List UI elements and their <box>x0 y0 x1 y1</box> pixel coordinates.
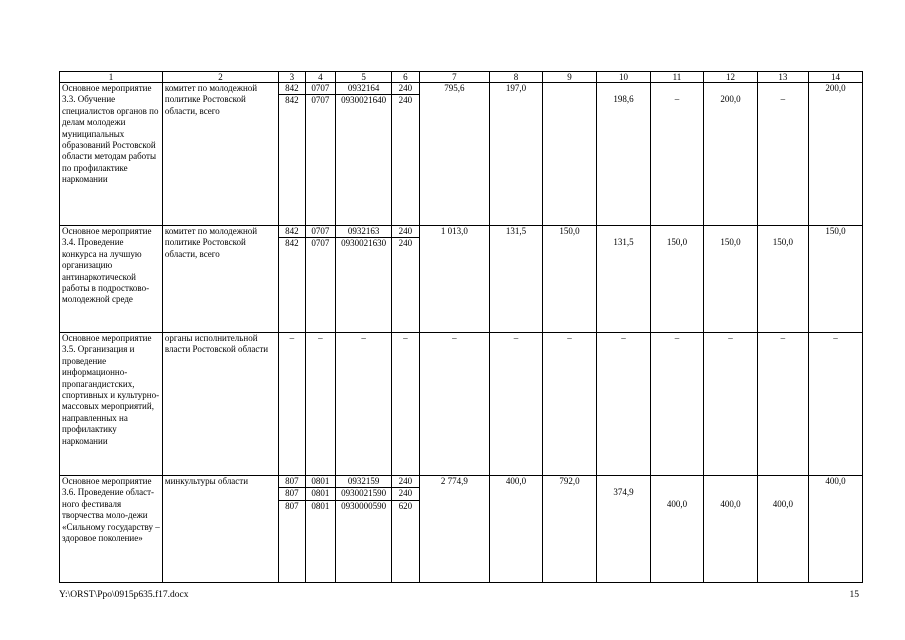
amount-value: – <box>567 333 572 343</box>
table-row <box>60 333 863 476</box>
amount-value: – <box>452 333 457 343</box>
amount-value: – <box>728 333 733 343</box>
code-line: 240 <box>398 95 413 106</box>
amount-value: 400,0 <box>666 498 688 509</box>
header-cell: 12 <box>703 72 757 83</box>
amount-cell <box>703 226 757 333</box>
amount-value <box>545 83 594 94</box>
amount-cell <box>542 476 596 583</box>
page-number: 15 <box>849 590 859 600</box>
section-code-cell <box>305 333 336 476</box>
amount-cell <box>703 333 757 476</box>
amount-cell <box>650 226 703 333</box>
header-cell: 8 <box>489 72 542 83</box>
header-cell: 10 <box>596 72 650 83</box>
header-cell: 1 <box>60 72 163 83</box>
header-cell: 5 <box>336 72 392 83</box>
header-cell: 4 <box>305 72 336 83</box>
executor-cell: органы исполнительной власти Ростовской области <box>162 333 278 476</box>
amount-cell <box>489 333 542 476</box>
amount-cell <box>596 226 650 333</box>
amount-value: 150,0 <box>772 237 794 248</box>
table-row <box>60 226 863 333</box>
ministry-code-cell <box>279 226 305 333</box>
expense-type-cell <box>392 83 420 226</box>
amount-cell <box>419 476 489 583</box>
amount-cell <box>808 226 862 333</box>
amount-cell <box>650 476 703 583</box>
code-line: 0707 <box>306 226 336 238</box>
header-cell: 11 <box>650 72 703 83</box>
executor-cell: комитет по молодежной политике Ростовской области, всего <box>162 83 278 226</box>
code-line: 0707 <box>306 83 336 95</box>
amount-cell <box>757 83 808 226</box>
amount-value: 400,0 <box>825 476 846 486</box>
code-line: 0707 <box>311 238 330 249</box>
ministry-code-cell <box>279 83 305 226</box>
code-line: – <box>361 333 366 343</box>
code-line: 0932159 <box>336 476 391 488</box>
code-line: 0932164 <box>336 83 391 95</box>
amount-cell <box>596 333 650 476</box>
amount-cell <box>542 83 596 226</box>
amount-cell <box>808 83 862 226</box>
executor-cell: минкультуры области <box>162 476 278 583</box>
amount-cell <box>703 476 757 583</box>
amount-value: 131,5 <box>505 226 527 236</box>
amount-cell <box>542 333 596 476</box>
amount-value: 792,0 <box>559 476 580 486</box>
amount-value: 2 774,9 <box>440 476 468 486</box>
budget-table <box>59 71 863 583</box>
target-article-cell <box>336 476 392 583</box>
code-line: – <box>318 333 323 343</box>
code-line: 0801 <box>306 488 336 500</box>
target-article-cell <box>336 333 392 476</box>
measure-name-cell: Основное мероприятие 3.3. Обучение специалистов органов по делам молодежи муниципальных образований Ростовской области методам работы по профилактике наркомании <box>60 83 163 226</box>
table-row <box>60 476 863 583</box>
table-row <box>60 83 863 226</box>
amount-value: 150,0 <box>720 237 741 248</box>
amount-value: 197,0 <box>505 83 527 93</box>
header-cell: 13 <box>757 72 808 83</box>
amount-value: – <box>780 333 786 343</box>
code-line: 0707 <box>311 95 330 106</box>
code-line: 807 <box>279 488 304 500</box>
amount-cell <box>757 226 808 333</box>
amount-value: 200,0 <box>720 94 741 105</box>
target-article-cell <box>336 83 392 226</box>
code-line: – <box>289 333 295 343</box>
code-line: 842 <box>279 83 304 95</box>
amount-cell <box>650 333 703 476</box>
section-code-cell <box>305 226 336 333</box>
expense-type-cell <box>392 333 420 476</box>
amount-cell <box>596 83 650 226</box>
code-line: 842 <box>285 95 299 106</box>
amount-value: 150,0 <box>666 237 688 248</box>
amount-value: 400,0 <box>772 498 794 509</box>
amount-value: – <box>674 333 680 343</box>
expense-type-cell <box>392 476 420 583</box>
code-line: 842 <box>285 238 299 249</box>
amount-value: – <box>621 333 626 343</box>
expense-type-cell <box>392 226 420 333</box>
executor-cell: комитет по молодежной политике Ростовской области, всего <box>162 226 278 333</box>
code-line: 240 <box>392 83 419 95</box>
target-article-cell <box>336 226 392 333</box>
header-cell: 9 <box>542 72 596 83</box>
section-code-cell <box>305 476 336 583</box>
code-line: 842 <box>279 226 304 238</box>
amount-value: 1 013,0 <box>440 226 468 236</box>
code-line: 240 <box>392 476 419 488</box>
amount-cell <box>808 333 862 476</box>
code-line: – <box>403 333 408 343</box>
amount-value: 400,0 <box>720 498 741 509</box>
amount-value: 131,5 <box>613 237 634 248</box>
code-line: 0801 <box>306 476 336 488</box>
amount-cell <box>703 83 757 226</box>
header-cell: 7 <box>419 72 489 83</box>
code-line: 240 <box>392 488 419 500</box>
code-line: 807 <box>279 476 304 488</box>
amount-cell <box>419 83 489 226</box>
amount-cell <box>596 476 650 583</box>
amount-cell <box>808 476 862 583</box>
ministry-code-cell <box>279 476 305 583</box>
amount-cell <box>419 226 489 333</box>
ministry-code-cell <box>279 333 305 476</box>
measure-name-cell: Основное мероприятие 3.5. Организация и проведение информационно-пропагандистских, спортивных и культурно-массовых мероприятий, направленных на профилактику наркомании <box>60 333 163 476</box>
code-line: 620 <box>398 500 413 511</box>
amount-cell <box>757 476 808 583</box>
amount-value: 198,6 <box>613 94 634 105</box>
amount-cell <box>650 83 703 226</box>
amount-value: – <box>833 333 838 343</box>
header-cell: 14 <box>808 72 862 83</box>
code-line: 240 <box>392 226 419 238</box>
amount-cell <box>489 476 542 583</box>
amount-cell <box>419 333 489 476</box>
amount-value: 400,0 <box>505 476 527 486</box>
amount-cell <box>757 333 808 476</box>
measure-name-cell: Основное мероприятие 3.4. Проведение конкурса на лучшую организацию антинаркотической работы в подростково-молодежной среде <box>60 226 163 333</box>
code-line: 0930021630 <box>341 238 387 249</box>
amount-value: 150,0 <box>825 226 846 236</box>
amount-cell <box>489 226 542 333</box>
code-line: 0801 <box>311 500 330 511</box>
measure-name-cell: Основное мероприятие 3.6. Проведение област-ного фестиваля творчества моло-дежи «Сильному государству – здоровое поколение» <box>60 476 163 583</box>
amount-cell <box>542 226 596 333</box>
amount-value: 150,0 <box>559 226 580 236</box>
amount-value: – <box>674 94 680 105</box>
amount-value: – <box>513 333 519 343</box>
table-body <box>60 83 863 583</box>
code-line: 240 <box>398 238 413 249</box>
amount-value: – <box>780 94 786 105</box>
code-line: 0930021590 <box>336 488 391 500</box>
header-cell: 2 <box>162 72 278 83</box>
amount-value: 200,0 <box>825 83 846 93</box>
section-code-cell <box>305 83 336 226</box>
code-line: 0932163 <box>336 226 391 238</box>
amount-value: 374,9 <box>613 487 634 498</box>
table-header-row <box>60 72 863 83</box>
code-line: 0930000590 <box>341 500 387 511</box>
code-line: 807 <box>285 500 299 511</box>
header-cell: 3 <box>279 72 305 83</box>
code-line: 0930021640 <box>341 95 387 106</box>
footer-file-path: Y:\ORST\Ppo\0915p635.f17.docx <box>59 590 189 600</box>
amount-cell <box>489 83 542 226</box>
amount-value: 795,6 <box>444 83 465 93</box>
header-cell: 6 <box>392 72 420 83</box>
